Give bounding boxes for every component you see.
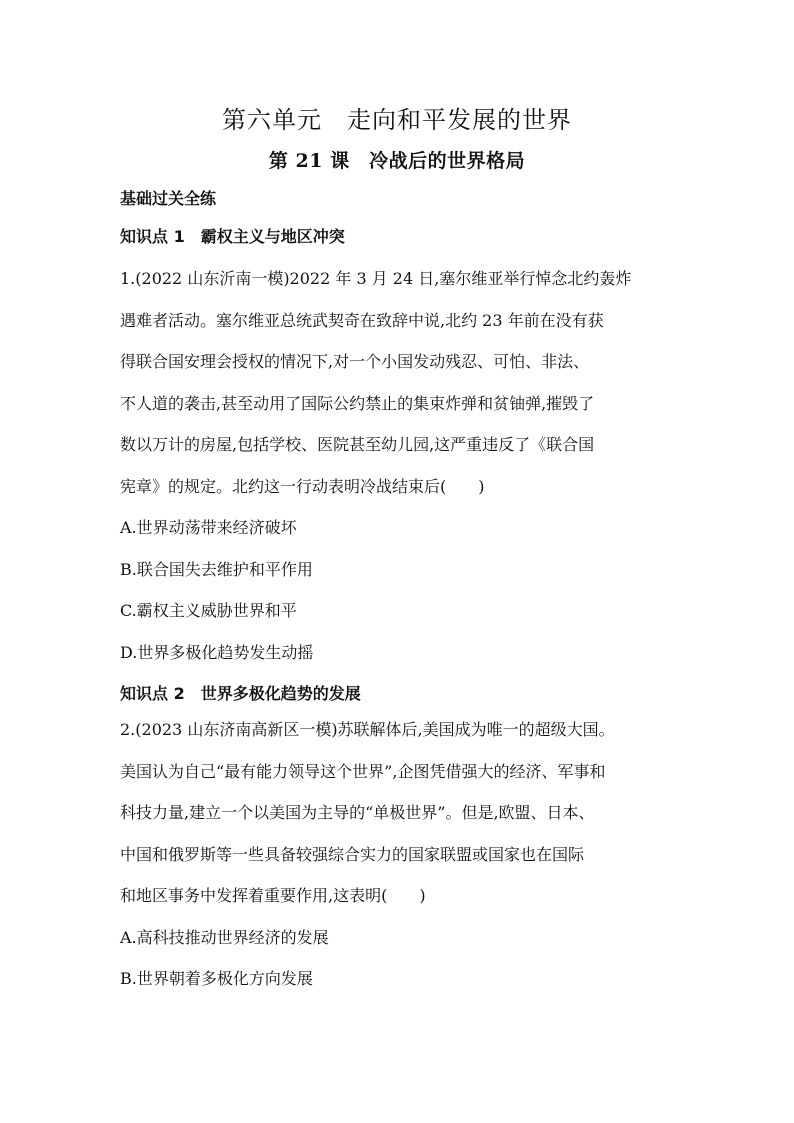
content-body	[120, 184, 680, 1000]
question-2-line: 2.(2023 山东济南高新区一模)苏联解体后,美国成为唯一的超级大国。	[120, 720, 615, 739]
lesson-title: 第 21 课 冷战后的世界格局	[268, 150, 526, 172]
question-1-option-a: A.世界动荡带来经济破坏	[120, 518, 297, 537]
knowledge-point-2-title: 知识点 2 世界多极化趋势的发展	[120, 684, 361, 703]
question-2-line: 中国和俄罗斯等一些具备较强综合实力的国家联盟或国家也在国际	[120, 844, 585, 864]
question-2-line: 和地区事务中发挥着重要作用,这表明( )	[120, 886, 426, 905]
question-1-option-b: B.联合国失去维护和平作用	[120, 559, 313, 579]
knowledge-point-1-title: 知识点 1 霸权主义与地区冲突	[120, 227, 345, 246]
question-1-line: 1.(2022 山东沂南一模)2022 年 3 月 24 日,塞尔维亚举行悼念北约轰炸	[120, 269, 632, 288]
question-1-line: 不人道的袭击,甚至动用了国际公约禁止的集束炸弹和贫铀弹,摧毁了	[120, 393, 595, 413]
question-2	[120, 709, 680, 1000]
question-2-line: 美国认为自己“最有能力领导这个世界”,企图凭借强大的经济、军事和	[120, 761, 606, 781]
question-2-line: 科技力量,建立一个以美国为主导的“单极世界”。但是,欧盟、日本、	[120, 803, 595, 822]
question-1-line: 宪章》的规定。北约这一行动表明冷战结束后( )	[120, 476, 485, 496]
section-heading: 基础过关全练	[120, 189, 217, 208]
question-1-line: 得联合国安理会授权的情况下,对一个小国发动残忍、可怕、非法、	[120, 352, 590, 371]
question-1-option-d: D.世界多极化趋势发生动摇	[120, 642, 314, 662]
question-1-line: 遇难者活动。塞尔维亚总统武契奇在致辞中说,北约 23 年前在没有获	[120, 310, 604, 330]
unit-title: 第六单元 走向和平发展的世界	[222, 106, 572, 134]
question-2-option-a: A.高科技推动世界经济的发展	[120, 927, 329, 947]
question-1-option-c: C.霸权主义威胁世界和平	[120, 601, 297, 620]
question-2-option-b: B.世界朝着多极化方向发展	[120, 969, 313, 988]
question-1-line: 数以万计的房屋,包括学校、医院甚至幼儿园,这严重违反了《联合国	[120, 435, 595, 454]
question-1	[120, 258, 680, 673]
